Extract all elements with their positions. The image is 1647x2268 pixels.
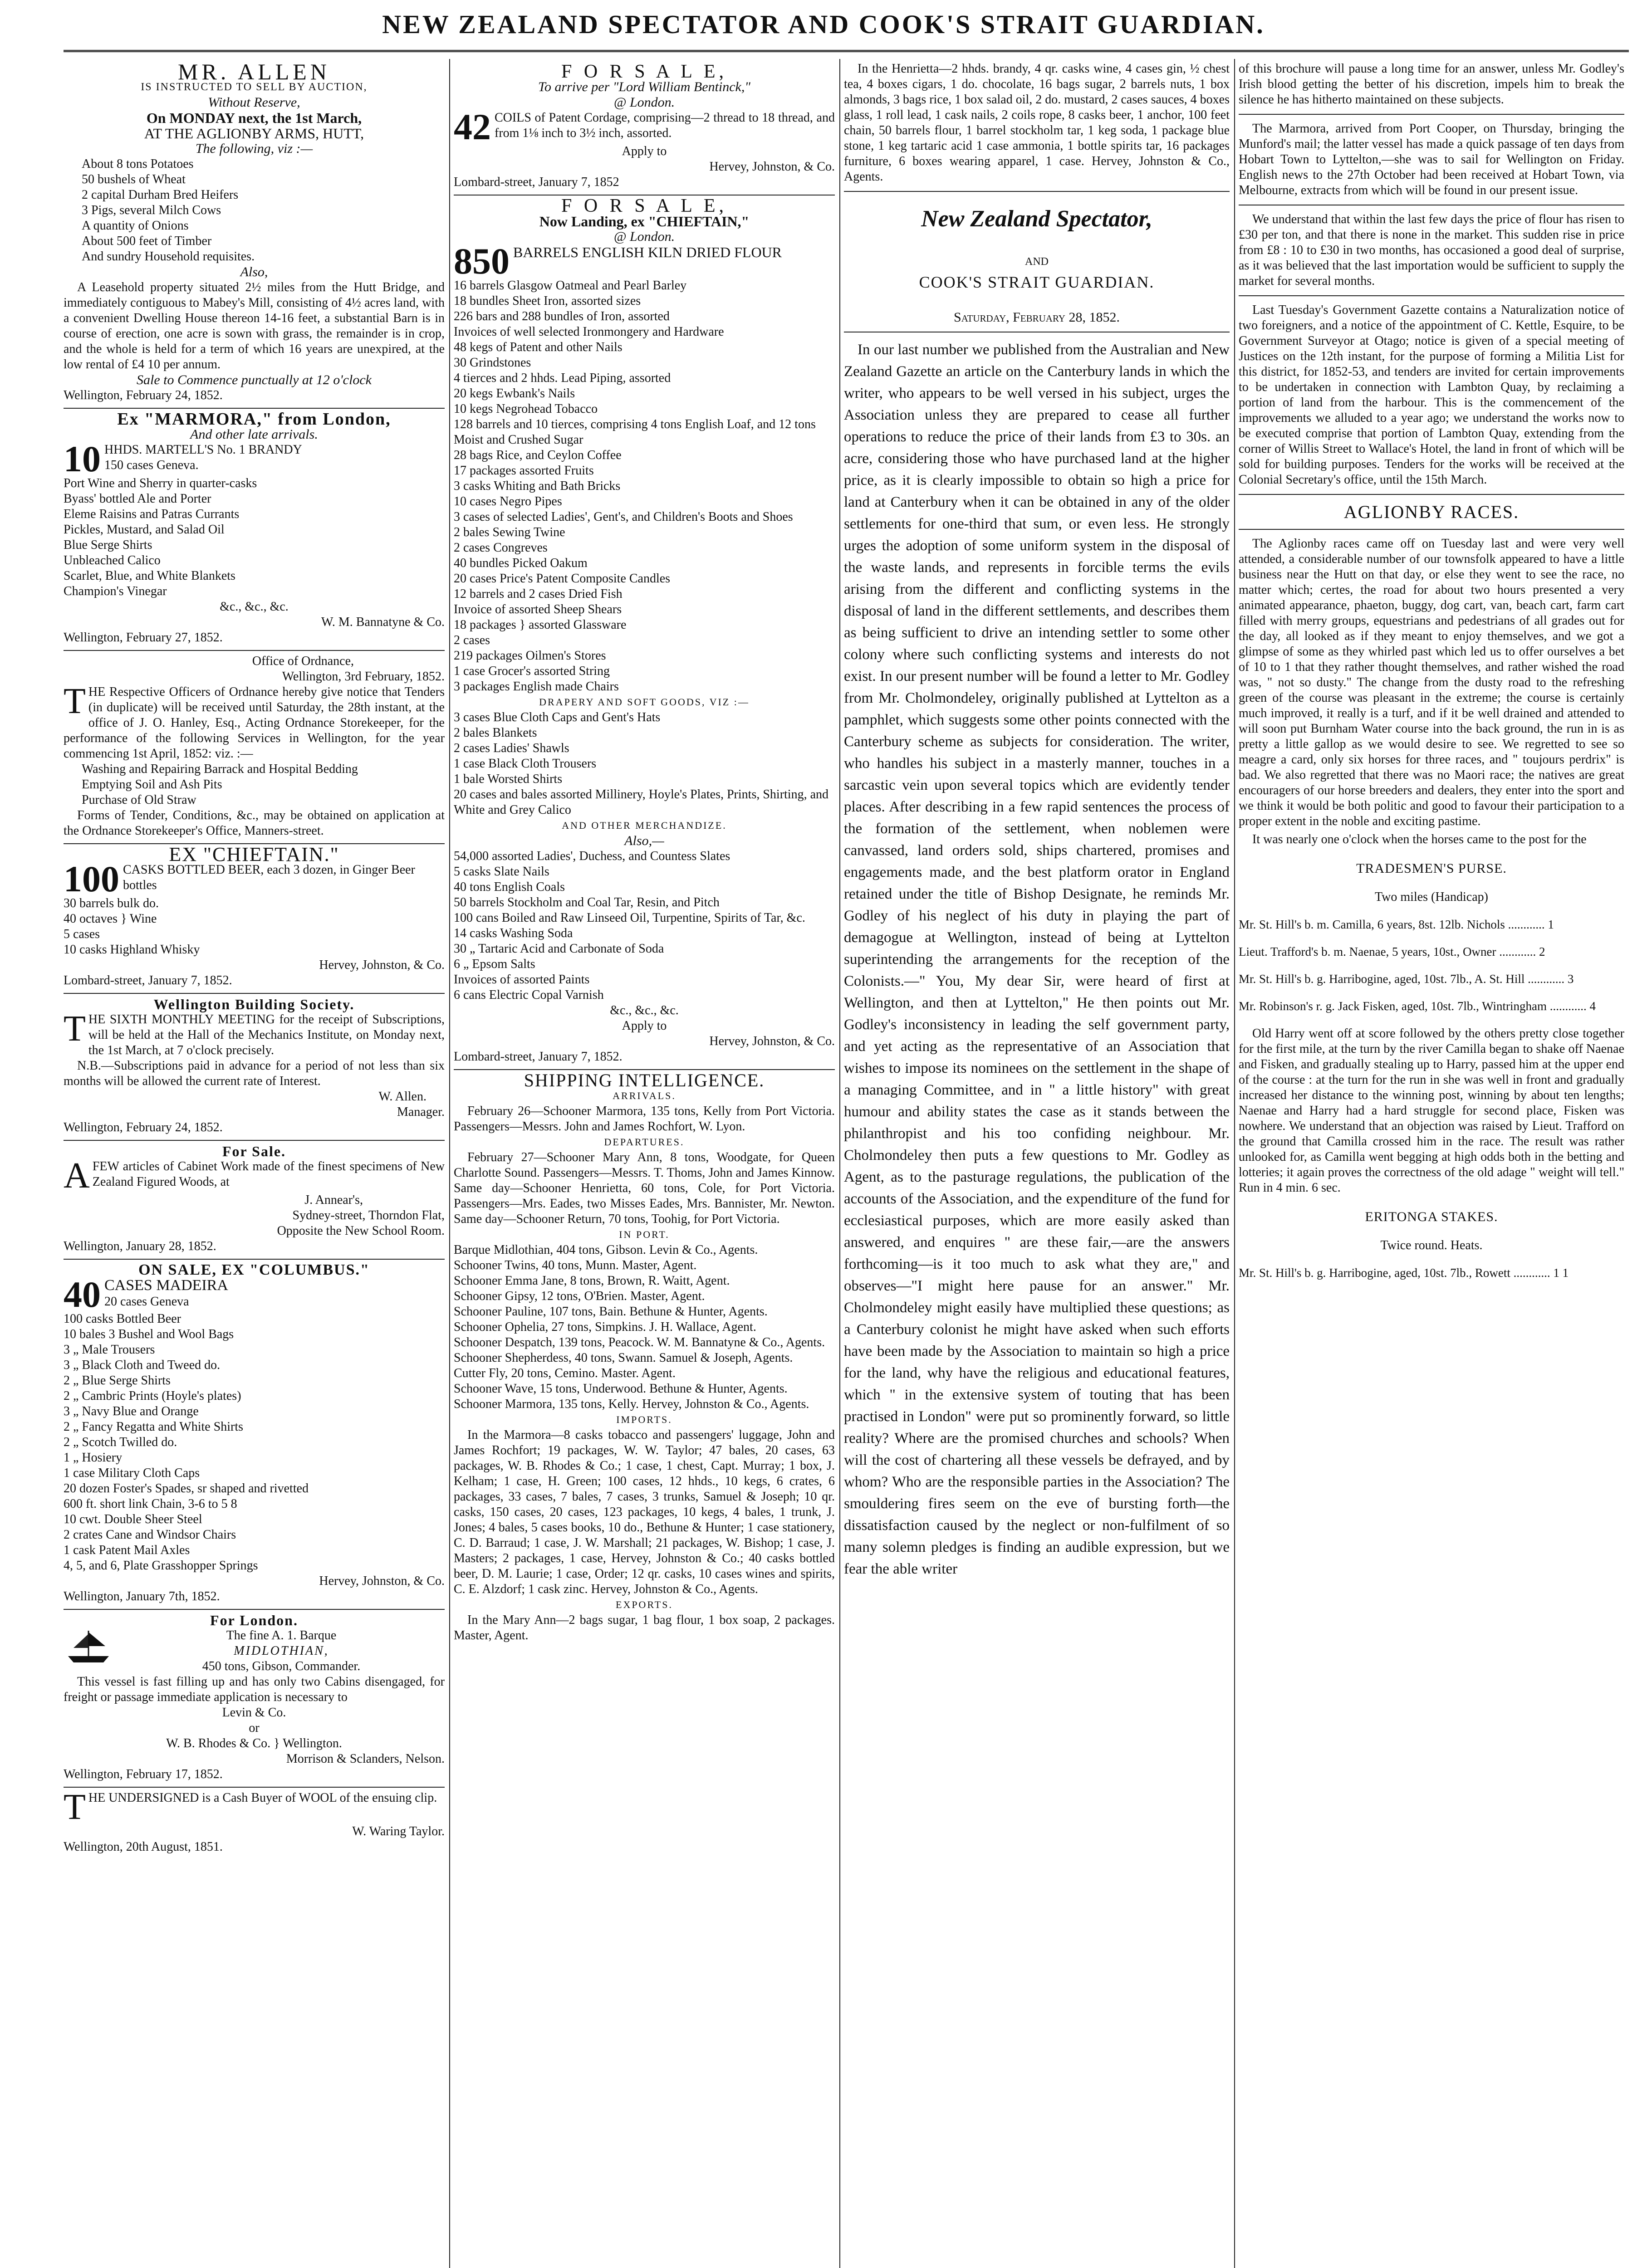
list-item: Invoices of well selected Ironmongery and Hardware [454, 325, 724, 339]
advert-signature: Hervey, Johnston, & Co. [709, 1034, 835, 1048]
column-rule [839, 59, 840, 2268]
list-item: Invoices of assorted Paints [454, 973, 590, 987]
article-paragraph: The Aglionby races came off on Tuesday last and were very well attended, a considerable number of our townsfolk appeared to have a little business near the Hutt on that day, or else they went to see the race, no matter which; certes, the road for about two hours presented a very animated appearance, phaeton, buggy, dog cart, van, beach cart, farm cart filled with merry groups, equestrians and pedestrians of all grades out for the day, all looked as if they meant to enjoy themselves, and we got a glimpse of some as they whirled past which led us to offer ourselves a bet of 10 to 1 that they rather thought themselves, and rather wished the road was, " not so dusty." The change from the dusty road to the refreshing green of the course was pleasant in the extreme; the course is certainly much improved, it really is a turf, and if it be well drained and attended to will soon put Burnham Water course into the back ground, the run in is as pretty a little gallop as we would desire to see. We regretted to see so meagre a card, only six horses for three races, and " toujours perdrix" is bad. We also regretted that there was no Maori race; the natives are great encouragers of our horse breeders and dealers, they enter into the sport and we think it would be both politic and good to favour their participation to a proper extent in the noble and exciting pastime. [1239, 537, 1624, 828]
list-item: 10 cwt. Double Sheer Steel [64, 1512, 202, 1526]
divider [1239, 529, 1624, 530]
sub-heading: AND OTHER MERCHANDIZE. [562, 820, 727, 831]
article-paragraph: of this brochure will pause a long time for an answer, unless Mr. Godley's Irish blood getting the better of his discretion, impels him to break the silence he has hitherto maintained on these subjects. [1239, 62, 1624, 107]
advert-line: Without Reserve, [208, 95, 300, 110]
list-item: Unbleached Calico [64, 553, 161, 567]
advert-line: Apply to [622, 144, 667, 158]
advert-signature: Morrison & Sclanders, Nelson. [286, 1752, 445, 1766]
advert-date: Lombard-street, January 7, 1852. [64, 973, 232, 987]
advert-line: Also, [240, 264, 268, 279]
shipping-entry: Schooner Ophelia, 27 tons, Simpkins. J. H. Wallace, Agent. [454, 1320, 756, 1334]
advert-body: N.B.—Subscriptions paid in advance for a period of not less than six months will be allowed the current rate of Interest. [64, 1059, 445, 1088]
divider [1239, 494, 1624, 495]
list-item: 40 octaves } Wine [64, 912, 157, 926]
advert-lead: BARRELS ENGLISH KILN DRIED FLOUR [513, 244, 782, 260]
list-item: 2 capital Durham Bred Heifers [82, 188, 239, 202]
big-number: 42 [454, 106, 491, 147]
advert-signature: Hervey, Johnston, & Co. [319, 1574, 445, 1588]
list-item: 54,000 assorted Ladies', Duchess, and Countess Slates [454, 849, 730, 863]
list-item: 18 bundles Sheet Iron, assorted sizes [454, 294, 641, 308]
list-item: Invoice of assorted Sheep Shears [454, 602, 622, 616]
divider [1239, 295, 1624, 296]
advert-lead: HHDS. MARTELL'S No. 1 BRANDY [104, 443, 302, 457]
advert-line: IS INSTRUCTED TO SELL BY AUCTION, [141, 81, 368, 93]
advert-lead: CASKS BOTTLED BEER, each 3 dozen, in Ginger Beer bottles [123, 863, 415, 892]
advert-line: The fine A. 1. Barque [226, 1628, 337, 1642]
sub-heading: IN PORT. [619, 1229, 670, 1240]
list-item: 10 kegs Negrohead Tobacco [454, 402, 598, 416]
advert-date: Lombard-street, January 7, 1852 [454, 175, 619, 189]
advert-body: HE SIXTH MONTHLY MEETING for the receipt of Subscriptions, will be held at the Hall of the Mechanics Institute, on Monday next, the 1st March, at 7 o'clock precisely. [88, 1012, 445, 1057]
list-item: 10 cases Negro Pipes [454, 494, 562, 508]
advert-body: A Leasehold property situated 2½ miles from the Hutt Bridge, and immediately contiguous to Mabey's Mill, consisting of 4½ acres land, with a convenient Dwelling House thereon 14-16 feet, a substantial Barn is in course of erection, one acre is sown with grass, the remainder is in crop, and the whole is held for a term of which 16 years are unexpired, at the low rental of £4 10 per annum. [64, 280, 445, 371]
advert-wool-buyer [64, 1788, 445, 1859]
advert-line: } Wellington. [274, 1736, 342, 1750]
shipping-entry: Schooner Shepherdess, 40 tons, Swann. Samuel & Joseph, Agents. [454, 1351, 793, 1365]
advert-line: Also,— [624, 833, 664, 848]
race-entry: Mr. Robinson's r. g. Jack Fisken, aged, 10st. 7lb., Wintringham ............ 4 [1239, 999, 1596, 1013]
list-item: 28 bags Rice, and Ceylon Coffee [454, 448, 622, 462]
advert-date: Wellington, February 24, 1852. [64, 1120, 223, 1134]
advert-date: Wellington, February 24, 1852. [64, 388, 223, 402]
list-item: 2 crates Cane and Windsor Chairs [64, 1528, 236, 1542]
advert-signature: J. Annear's, [304, 1193, 363, 1207]
race-entry: Mr. St. Hill's b. g. Harribogine, aged, 10st. 7lb., A. St. Hill ............ 3 [1239, 972, 1574, 986]
advert-marmora [64, 409, 445, 651]
list-item: 3 „ Navy Blue and Orange [64, 1404, 199, 1418]
list-item: 30 „ Tartaric Acid and Carbonate of Soda [454, 942, 664, 956]
list-item: 2 bales Sewing Twine [454, 525, 565, 539]
list-item: 3 cases of selected Ladies', Gent's, and Children's Boots and Shoes [454, 510, 793, 524]
list-item: 4 tierces and 2 hhds. Lead Piping, assorted [454, 371, 671, 385]
advert-line: Sale to Commence punctually at 12 o'clock [137, 372, 372, 387]
advert-signature: Hervey, Johnston, & Co. [709, 160, 835, 174]
advert-lead: CASES MADEIRA [104, 1277, 228, 1294]
advert-lead: COILS of Patent Cordage, comprising—2 thread to 18 thread, and from 1⅛ inch to 3½ inch, assorted. [495, 111, 835, 140]
advert-date: Wellington, January 7th, 1852. [64, 1589, 220, 1603]
section-heading: AGLIONBY RACES. [1343, 502, 1520, 522]
advert-line: or [249, 1721, 260, 1735]
advert-heading: Wellington Building Society. [153, 996, 355, 1012]
drop-cap: T [64, 1787, 86, 1827]
advert-building-society [64, 994, 445, 1141]
list-item: About 8 tons Potatoes [82, 157, 194, 171]
sub-heading: IMPORTS. [616, 1414, 672, 1425]
list-item: Blue Serge Shirts [64, 538, 152, 552]
item-list [64, 156, 445, 264]
editorial-title-line: AND [1025, 256, 1049, 268]
list-item: 1 bale Worsted Shirts [454, 772, 563, 786]
advert-date: Lombard-street, January 7, 1852. [454, 1050, 623, 1064]
advert-body: HE Respective Officers of Ordnance hereby give notice that Tenders (in duplicate) will be received until Saturday, the 28th instant, at the office of J. O. Hanley, Esq., Acting Ordnance Storekeeper, for the performance of the following Services in Wellington, for the year commencing 1st April, 1852: viz. :— [64, 685, 445, 761]
advert-chieftain-beer [64, 844, 445, 994]
advert-line: Now Landing, ex "CHIEFTAIN," [539, 213, 750, 230]
advert-body: FEW articles of Cabinet Work made of the finest specimens of New Zealand Figured Woods, at [92, 1159, 445, 1189]
list-item: 1 case Black Cloth Trousers [454, 757, 597, 771]
list-item: About 500 feet of Timber [82, 234, 212, 248]
list-item: 1 case Military Cloth Caps [64, 1466, 200, 1480]
advert-body: HE UNDERSIGNED is a Cash Buyer of WOOL of the ensuing clip. [88, 1791, 437, 1805]
list-item: 100 cans Boiled and Raw Linseed Oil, Turpentine, Spirits of Tar, &c. [454, 911, 805, 925]
editorial-title-line: COOK'S STRAIT GUARDIAN. [919, 273, 1155, 291]
shipping-entry: February 27—Schooner Mary Ann, 8 tons, Woodgate, for Queen Charlotte Sound. Passengers—Messrs. T. Thoms, John and James Kinnow. Same day—Schooner Henrietta, 60 tons, Cole, for Port Victoria. Passengers—Mrs. Eades, two Misses Eades, Mrs. Bannister, Mr. Newton. Same day—Schooner Return, 70 tons, Toohig, for Port Victoria. [454, 1150, 835, 1226]
race-heading: TRADESMEN'S PURSE. [1356, 861, 1507, 876]
list-item: 1 cask Patent Mail Axles [64, 1543, 190, 1557]
big-number: 10 [64, 438, 101, 479]
advert-line: &c., &c., &c. [220, 600, 289, 614]
article-paragraph: It was nearly one o'clock when the horses came to the post for the [1252, 832, 1587, 846]
advert-heading: For London. [210, 1612, 298, 1628]
advert-line: On MONDAY next, the 1st March, [146, 110, 362, 126]
list-item: 2 cases Congreves [454, 541, 548, 555]
sailing-ship-icon [64, 1628, 113, 1664]
shipping-intelligence [454, 1070, 835, 1648]
list-item: 2 „ Scotch Twilled do. [64, 1435, 177, 1449]
advert-body: Forms of Tender, Conditions, &c., may be obtained on application at the Ordnance Storekeeper's Office, Manners-street. [64, 808, 445, 838]
list-item: 1 case Grocer's assorted String [454, 664, 610, 678]
shipping-entry: Schooner Twins, 40 tons, Munn. Master, Agent. [454, 1258, 697, 1272]
advert-signature: W. B. Rhodes & Co. [166, 1736, 271, 1750]
list-item: 219 packages Oilmen's Stores [454, 649, 606, 663]
article-paragraph: Last Tuesday's Government Gazette contains a Naturalization notice of two foreigners, and a notice of the appointment of C. Kettle, Esquire, to be Government Surveyor at Otago; notice is given of a special meeting of Justices on the 12th instant, for the purpose of forming a Militia List for this district, for 1852-53, and tenders are invited for certain improvements to be undertaken in connection with Lambton Quay, by reclaiming a portion of land from the harbour. This is the commencement of the improvements we alluded to a year ago; we understand the works now to be executed comprise that portion of Lambton Quay, extending from the corner of Willis Street to Wallace's Hotel, the land in front of which will be sold for building purposes. Tenders for the works will be received at the Colonial Secretary's office, until the 15th March. [1239, 303, 1624, 487]
advert-line: Opposite the New School Room. [277, 1224, 445, 1238]
advert-line: AT THE AGLIONBY ARMS, HUTT, [144, 125, 364, 142]
list-item: 20 dozen Foster's Spades, sr shaped and rivetted [64, 1481, 309, 1496]
advert-line: @ London. [613, 95, 675, 110]
shipping-entry: Schooner Pauline, 107 tons, Bain. Bethune & Hunter, Agents. [454, 1305, 768, 1319]
big-number: 100 [64, 858, 119, 899]
list-item: 16 barrels Glasgow Oatmeal and Pearl Barley [454, 279, 687, 293]
advert-allen-auction [64, 61, 445, 409]
shipping-entry: In the Henrietta—2 hhds. brandy, 4 qr. casks wine, 4 cases gin, ½ chest tea, 4 boxes cigars, 1 do. chocolate, 16 bags sugar, 2 barrels nuts, 1 box almonds, 3 bags rice, 1 box salad oil, 2 do. mustard, 2 cases sauces, 4 boxes glass, 1 roll lead, 1 cask nails, 2 coils rope, 8 casks beer, 1 anchor, 100 feet chain, 50 barrels flour, 1 barrel stockholm tar, 1 keg soda, 1 package blue stone, 1 keg tartaric acid 1 case ammonia, 1 bottle spirits tar, 16 packages furniture, 6 boxes wearing apparel, 1 case. Hervey, Johnston & Co., Agents. [844, 62, 1230, 184]
shipping-entry: Barque Midlothian, 404 tons, Gibson. Levin & Co., Agents. [454, 1243, 758, 1257]
column-4 [1239, 61, 1624, 2268]
advert-date: Wellington, February 27, 1852. [64, 631, 223, 645]
list-item: 2 „ Blue Serge Shirts [64, 1374, 171, 1388]
advert-date: Wellington, January 28, 1852. [64, 1239, 216, 1253]
list-item: 3 „ Male Trousers [64, 1343, 155, 1357]
shipping-entry: In the Marmora—8 casks tobacco and passengers' luggage, John and James Rochfort; 19 packages, W. W. Taylor; 47 bales, 20 cases, 63 packages, W. B. Rhodes & Co.; 1 case, 1 chest, Capt. Murray; 1 box, J. Kelham; 1 case, H. Green; 100 cases, 12 hhds., 10 kegs, 6 crates, 6 packages, 33 cases, 7 bales, 7 cases, 3 trunks, Samuel & Joseph; 10 qr. casks, 150 cases, 20 cases, 123 packages, 10 kegs, 4 bales, 1 trunk, J. Jones; 4 bales, 5 cases books, 10 do., Bethune & Hunter; 1 case stationery, C. D. Barraud; 1 case, J. W. Marshall; 21 packages, W. Bishop; 1 case, J. Masters; 2 packages, 1 case, Hervey, Johnston & Co.; 40 casks bottled beer, D. M. Laurie; 1 case, Order; 12 qr. casks, 10 cases wines and spirits, C. E. Alzdorf; 1 cask zinc. Hervey, Johnston & Co., Agents. [454, 1428, 835, 1596]
list-item: And sundry Household requisites. [82, 249, 255, 264]
advert-signature: Manager. [397, 1105, 445, 1119]
editorial-title: New Zealand Spectator, [921, 206, 1152, 232]
list-item: Byass' bottled Ale and Porter [64, 492, 211, 506]
list-item: 2 bales Blankets [454, 726, 537, 740]
list-item: 50 bushels of Wheat [82, 172, 186, 186]
list-item: Pickles, Mustard, and Salad Oil [64, 523, 225, 537]
article-paragraph: Old Harry went off at score followed by the others pretty close together for the first mile, at the turn by the river Camilla began to shake off Naenae and Fisken, and gradually stealing up to Harry, passed him at the upper end of the course : at the turn for the run in she was well in front and gradually increased her distance to the winning post, winning by about ten lengths; Naenae and Harry had a hard struggle for second place, Fisken was nowhere. We understand that an objection was raised by Lieut. Trafford on the ground that Camilla crossed him in the race. The result was rather unlooked for, as Camilla went begging at high odds both in the betting and lotteries; it again proves the correctness of the old adage " weight will tell." Run in 4 min. 6 sec. [1239, 1026, 1624, 1195]
list-item: 2 „ Fancy Regatta and White Shirts [64, 1420, 244, 1434]
list-item: 3 cases Blue Cloth Caps and Gent's Hats [454, 710, 661, 724]
list-item: 20 cases Geneva [104, 1295, 189, 1309]
advert-line: To arrive per "Lord William Bentinck," [538, 79, 750, 94]
advert-heading: ON SALE, EX "COLUMBUS." [138, 1261, 370, 1278]
list-item: 18 packages } assorted Glassware [454, 618, 627, 632]
advert-line: Office of Ordnance, [252, 654, 354, 668]
list-item: A quantity of Onions [82, 219, 189, 233]
sub-heading: DEPARTURES. [604, 1136, 685, 1148]
advert-line: @ London. [613, 229, 675, 244]
race-entry: Lieut. Trafford's b. m. Naenae, 5 years, 10st., Owner ............ 2 [1239, 945, 1545, 958]
advert-cabinet-work [64, 1141, 445, 1260]
sub-heading: ARRIVALS. [613, 1090, 676, 1101]
advert-line: Wellington, 3rd February, 1852. [282, 670, 445, 684]
list-item: Eleme Raisins and Patras Currants [64, 507, 240, 521]
advert-heading: For Sale. [222, 1143, 286, 1159]
advert-heading: Ex "MARMORA," from London, [117, 410, 391, 429]
drop-cap: T [64, 681, 86, 721]
list-item: 10 casks Highland Whisky [64, 943, 200, 957]
advert-for-london [64, 1610, 445, 1788]
list-item: 10 bales 3 Bushel and Wool Bags [64, 1327, 234, 1341]
list-item: 20 cases Price's Patent Composite Candles [454, 572, 671, 586]
shipping-entry: Schooner Despatch, 139 tons, Peacock. W. M. Bannatyne & Co., Agents. [454, 1335, 825, 1349]
list-item: 30 Grindstones [454, 356, 531, 370]
list-item: 128 barrels and 10 tierces, comprising 4 tons English Loaf, and 12 tons Moist and Crushed Sugar [454, 417, 816, 447]
list-item: 3 Pigs, several Milch Cows [82, 203, 221, 217]
shipping-entry: Schooner Wave, 15 tons, Underwood. Bethune & Hunter, Agents. [454, 1382, 788, 1396]
list-item: 6 cans Electric Copal Varnish [454, 988, 604, 1002]
race-heading: ERITONGA STAKES. [1365, 1209, 1498, 1224]
list-item: 14 casks Washing Soda [454, 926, 573, 940]
list-item: 4, 5, and 6, Plate Grasshopper Springs [64, 1559, 258, 1573]
list-item: 3 packages English made Chairs [454, 679, 619, 694]
section-heading: SHIPPING INTELLIGENCE. [524, 1070, 765, 1090]
sub-heading: EXPORTS. [616, 1599, 673, 1610]
advert-heading: EX "CHIEFTAIN." [169, 843, 339, 865]
list-item: 5 casks Slate Nails [454, 865, 549, 879]
article-paragraph: We understand that within the last few days the price of flour has risen to £30 per ton, and that there is none in the market. This sudden rise in price from £8 : 10 to £30 in two months, has occasioned a good deal of surprise, as it was believed that the last importation would be sufficient to supply the market for several months. [1239, 212, 1624, 288]
list-item: 2 „ Cambric Prints (Hoyle's plates) [64, 1389, 241, 1403]
column-rule [1234, 59, 1235, 2268]
advert-columbus [64, 1260, 445, 1610]
list-item: 20 cases and bales assorted Millinery, Hoyle's Plates, Prints, Shirting, and White and Grey Calico [454, 787, 828, 817]
list-item: 3 „ Black Cloth and Tweed do. [64, 1358, 221, 1372]
race-entry: Mr. St. Hill's b. m. Camilla, 6 years, 8st. 12lb. Nichols ............ 1 [1239, 918, 1554, 931]
advert-line: Sydney-street, Thorndon Flat, [292, 1208, 445, 1222]
list-item: 600 ft. short link Chain, 3-6 to 5 8 [64, 1497, 237, 1511]
race-subheading: Two miles (Handicap) [1375, 890, 1488, 904]
list-item: 5 cases [64, 927, 100, 941]
column-2 [454, 61, 835, 2268]
list-item: 150 cases Geneva. [104, 458, 199, 472]
editorial-body: In our last number we published from the Australian and New Zealand Gazette an article on the Canterbury lands in which the writer, who appears to be well versed in his subject, urges the Association unless they are prepared to cease all further operations to reduce the price of their lands from £3 to 30s. an acre, considering those who have purchased land at the higher price, as it is clearly impossible to obtain so high a price for land at Canterbury when it can be obtained in any of the older settlements for one-third that sum, or even less. He strongly urges the adoption of some uniform system in the disposal of the waste lands, and represents in forcible terms the evils arising from the different and conflicting systems in the disposal of land in the different settlements, and describes them as being sufficient to drive an intending settler to some other colony where such conflicting systems and interests do not exist. In our present number will be found a letter to Mr. Godley from Mr. Cholmondeley, originally published at Lyttelton as a pamphlet, which suggests some other points connected with the Canterbury scheme as subjects for consideration. The writer, who handles his subject in a masterly manner, touches in a sarcastic vein upon several topics which are evidently tender places. After describing in a few rapid sentences the process of the formation of the settlement, when noblemen were canvassed, land orders sold, ships chartered, promises and engagements made, and the best platform orator in England retained under the title of Bishop Designate, he reminds Mr. Godley of his neglect of his duty in playing the part of demagogue at Wellington, instead of being at Lyttelton superintending the arrangements for the reception of the Colonists.—" You, My dear Sir, were heard of first at Wellington, and then at Lyttelton," He then points out Mr. Godley's inconsistency in leading the self government party, and yet acting as the representative of an Association that wishes to impose its nominees on the settlement in the shape of a managing Committee, and in " a little history" with great humour and ability states the case as it stands between the philanthropist and his too confiding neighbour. Mr. Cholmondeley then puts a few questions to Mr. Godley as Agent, as to the pasturage regulations, the publication of the accounts of the Association, and the expenditure of the fund for ecclesiastical purposes, which are more easily asked than answered, and enquires " are these fair,—are the answers forthcoming—is it too much to ask what they are," and observes—"I might here pause for an answer." Mr. Cholmondeley might easily have multiplied these questions; as a Canterbury colonist he might have asked when such efforts have been made by the Association to maintain so high a price for the land, why have the religious and educational features, which " in the extensive system of touting that has been practised in London" were put so prominently forward, so little reality? Where are the promised churches and schools? When will the cost of chartering all these vessels be defrayed, and by whom? Who are the responsible parties in the Association? The smouldering fires seem on the eve of bursting forth—the dissatisfaction caused by the neglect or non-fulfilment of so many solemn pledges is finding an audible expression, but we fear the able writer [844, 342, 1230, 1577]
advert-line: 450 tons, Gibson, Commander. [202, 1659, 361, 1673]
list-item: 17 packages assorted Fruits [454, 464, 594, 478]
item-list [454, 278, 835, 694]
list-item: Emptying Soil and Ash Pits [82, 777, 222, 792]
list-item: 30 barrels bulk do. [64, 896, 159, 910]
shipping-entry: Schooner Emma Jane, 8 tons, Brown, R. Waitt, Agent. [454, 1274, 730, 1288]
divider [1239, 114, 1624, 115]
advert-heading: F O R S A L E, [561, 196, 727, 216]
drop-cap: A [64, 1156, 90, 1196]
big-number: 850 [454, 240, 510, 282]
race-subheading: Twice round. Heats. [1380, 1238, 1483, 1252]
list-item: 3 casks Whiting and Bath Bricks [454, 479, 621, 493]
column-rule [449, 59, 450, 2268]
masthead: NEW ZEALAND SPECTATOR AND COOK'S STRAIT GUARDIAN. [382, 10, 1265, 39]
list-item: Scarlet, Blue, and White Blankets [64, 569, 235, 583]
article-paragraph: The Marmora, arrived from Port Cooper, on Thursday, bringing the Munford's mail; the latter vessel has made a quick passage of ten days from Hobart Town to Lyttelton,—she was to sail for Wellington on Friday. English news to the 27th October had been received at Hobart Town, via Melbourne, extracts from which will be found in our present issue. [1239, 122, 1624, 197]
advert-line: &c., &c., &c. [610, 1003, 679, 1017]
shipping-entry: In the Mary Ann—2 bags sugar, 1 bag flour, 1 box soap, 2 packages. Master, Agent. [454, 1613, 835, 1642]
list-item: 100 casks Bottled Beer [64, 1312, 181, 1326]
drop-cap: T [64, 1009, 86, 1049]
advert-ordnance [64, 651, 445, 844]
list-item: 226 bars and 288 bundles of Iron, assorted [454, 309, 670, 323]
column-3 [844, 61, 1230, 2268]
big-number: 40 [64, 1274, 101, 1315]
list-item: Purchase of Old Straw [82, 793, 196, 807]
advert-body: This vessel is fast filling up and has only two Cabins disengaged, for freight or passage immediate application is necessary to [64, 1675, 445, 1704]
advert-signature: W. M. Bannatyne & Co. [321, 615, 445, 629]
advert-line: The following, viz :— [195, 141, 313, 156]
advert-heading: F O R S A L E, [561, 61, 727, 82]
list-item: Champion's Vinegar [64, 584, 167, 598]
item-list [64, 762, 445, 808]
divider [844, 191, 1230, 192]
advert-signature: Hervey, Johnston, & Co. [319, 958, 445, 972]
advert-line: Apply to [622, 1019, 667, 1033]
list-item: 12 barrels and 2 cases Dried Fish [454, 587, 623, 601]
shipping-entry: Schooner Gipsy, 12 tons, O'Brien. Master, Agent. [454, 1289, 705, 1303]
advert-bentinck-cordage [454, 61, 835, 196]
list-item: Port Wine and Sherry in quarter-casks [64, 476, 257, 490]
list-item: 50 barrels Stockholm and Coal Tar, Resin, and Pitch [454, 895, 720, 909]
editorial-date: Saturday, February 28, 1852. [954, 310, 1120, 325]
shipping-entry: Schooner Marmora, 135 tons, Kelly. Hervey, Johnston & Co., Agents. [454, 1397, 809, 1411]
list-item: 40 tons English Coals [454, 880, 565, 894]
race-entry: Mr. St. Hill's b. g. Harribogine, aged, 10st. 7lb., Rowett ............ 1 1 [1239, 1266, 1569, 1280]
sub-heading: DRAPERY AND SOFT GOODS, VIZ :— [539, 696, 750, 708]
advert-heading: MR. ALLEN [178, 61, 330, 84]
list-item: 40 bundles Picked Oakum [454, 556, 588, 570]
advert-chieftain-flour [454, 196, 835, 1070]
advert-signature: Levin & Co. [222, 1706, 286, 1720]
list-item: 2 cases Ladies' Shawls [454, 741, 569, 755]
shipping-entry: Cutter Fly, 20 tons, Cemino. Master. Agent. [454, 1366, 676, 1380]
advert-signature: W. Allen. [378, 1090, 426, 1104]
list-item: 20 kegs Ewbank's Nails [454, 386, 575, 401]
advert-signature: W. Waring Taylor. [352, 1824, 445, 1838]
advert-date: Wellington, 20th August, 1851. [64, 1840, 223, 1854]
list-item: 6 „ Epsom Salts [454, 957, 535, 971]
masthead-rule [64, 50, 1629, 52]
list-item: 1 „ Hosiery [64, 1451, 123, 1465]
list-item: 2 cases [454, 633, 490, 647]
column-1 [64, 61, 445, 2268]
vessel-name: MIDLOTHIAN, [234, 1644, 329, 1658]
list-item: Washing and Repairing Barrack and Hospital Bedding [82, 762, 358, 776]
advert-line: And other late arrivals. [190, 427, 318, 442]
list-item: 48 kegs of Patent and other Nails [454, 340, 623, 354]
advert-date: Wellington, February 17, 1852. [64, 1767, 223, 1781]
shipping-entry: February 26—Schooner Marmora, 135 tons, Kelly from Port Victoria. Passengers—Messrs. John and James Rochfort, W. Lyon. [454, 1104, 835, 1134]
